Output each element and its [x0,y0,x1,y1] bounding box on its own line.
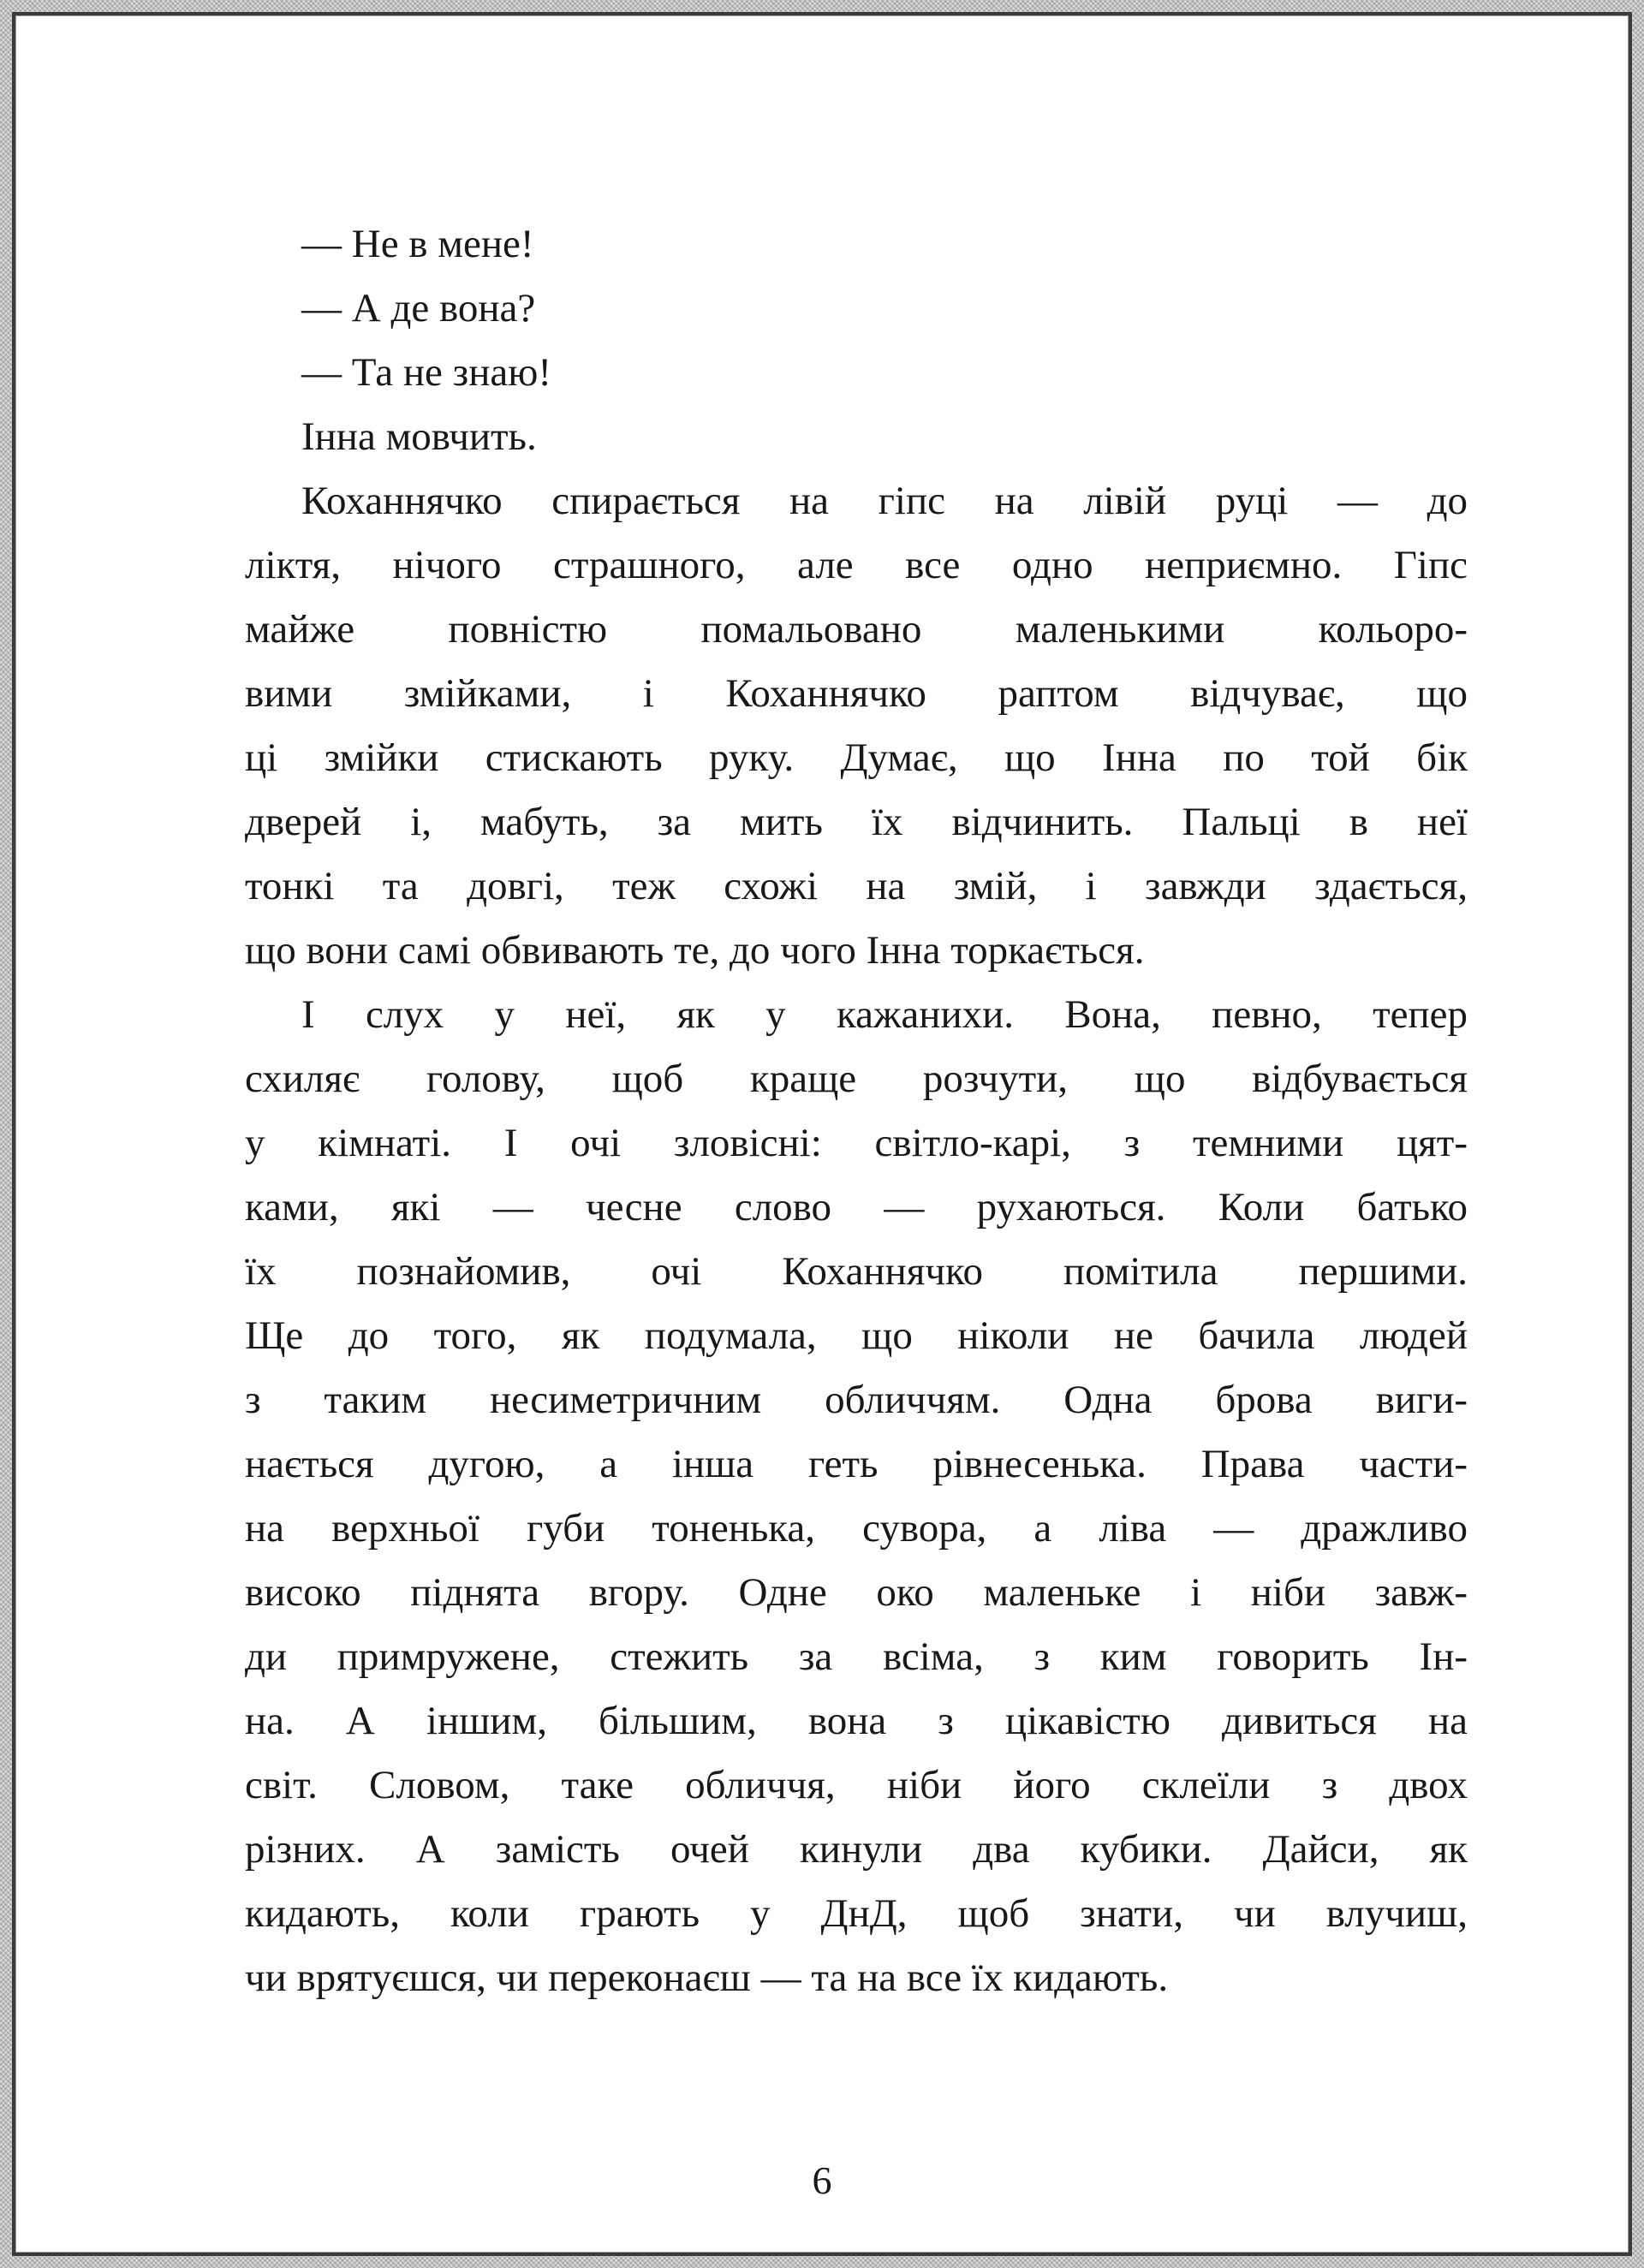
text-line: ками, які — чесне слово — рухаються. Коли батько [245,1185,1468,1229]
text-line: тонкі та довгі, теж схожі на змій, і завжди здається, [245,864,1468,908]
text-line: у кімнаті. І очі зловісні: світло-карі, з темними цят- [245,1121,1468,1165]
text-line: Інна мовчить. [301,414,537,459]
text-line: з таким несиметричним обличчям. Одна брова виги- [245,1378,1468,1422]
text-line: високо піднята вгору. Одне око маленьке і ніби завж- [245,1570,1468,1615]
text-line: — А де вона? [301,286,536,330]
text-line: Коханнячко спирається на гіпс на лівій руці — до [301,479,1468,523]
text-line: чи врятуєшся, чи переконаєш — та на все їх кидають. [245,1955,1169,2000]
text-line: різних. А замість очей кинули два кубики. Дайси, як [245,1827,1468,1872]
text-line: майже повністю помальовано маленькими кольоро- [245,607,1468,652]
text-line: що вони самі обвивають те, до чого Інна торкається. [245,928,1145,973]
text-line: ди примружене, стежить за всіма, з ким говорить Ін- [245,1634,1468,1679]
text-line: кидають, коли грають у ДнД, щоб знати, чи влучиш, [245,1891,1468,1936]
text-line: — Та не знаю! [301,350,552,395]
text-line: дверей і, мабуть, за мить їх відчинить. Пальці в неї [245,800,1468,844]
book-page [12,12,1632,2256]
text-line: їх познайомив, очі Коханнячко помітила першими. [245,1249,1468,1294]
text-block [245,212,1468,2010]
text-line: на. А іншим, більшим, вона з цікавістю дивиться на [245,1699,1468,1743]
text-line: схиляє голову, щоб краще розчути, що відбувається [245,1057,1468,1101]
text-line: ці змійки стискають руку. Думає, що Інна по той бік [245,735,1468,780]
text-line: ліктя, нічого страшного, але все одно неприємно. Гіпс [245,543,1468,587]
text-line: — Не в мене! [301,222,534,266]
text-line: вими змійками, і Коханнячко раптом відчуває, що [245,671,1468,716]
text-line: нається дугою, а інша геть рівнесенька. Права части- [245,1442,1468,1486]
text-line: І слух у неї, як у кажанихи. Вона, певно, тепер [301,992,1468,1037]
text-line: Ще до того, як подумала, що ніколи не бачила людей [245,1313,1468,1358]
text-line: світ. Словом, таке обличчя, ніби його склеїли з двох [245,1763,1468,1807]
page-number: 6 [812,2158,832,2202]
text-line: на верхньої губи тоненька, сувора, а ліва — дражливо [245,1506,1468,1551]
